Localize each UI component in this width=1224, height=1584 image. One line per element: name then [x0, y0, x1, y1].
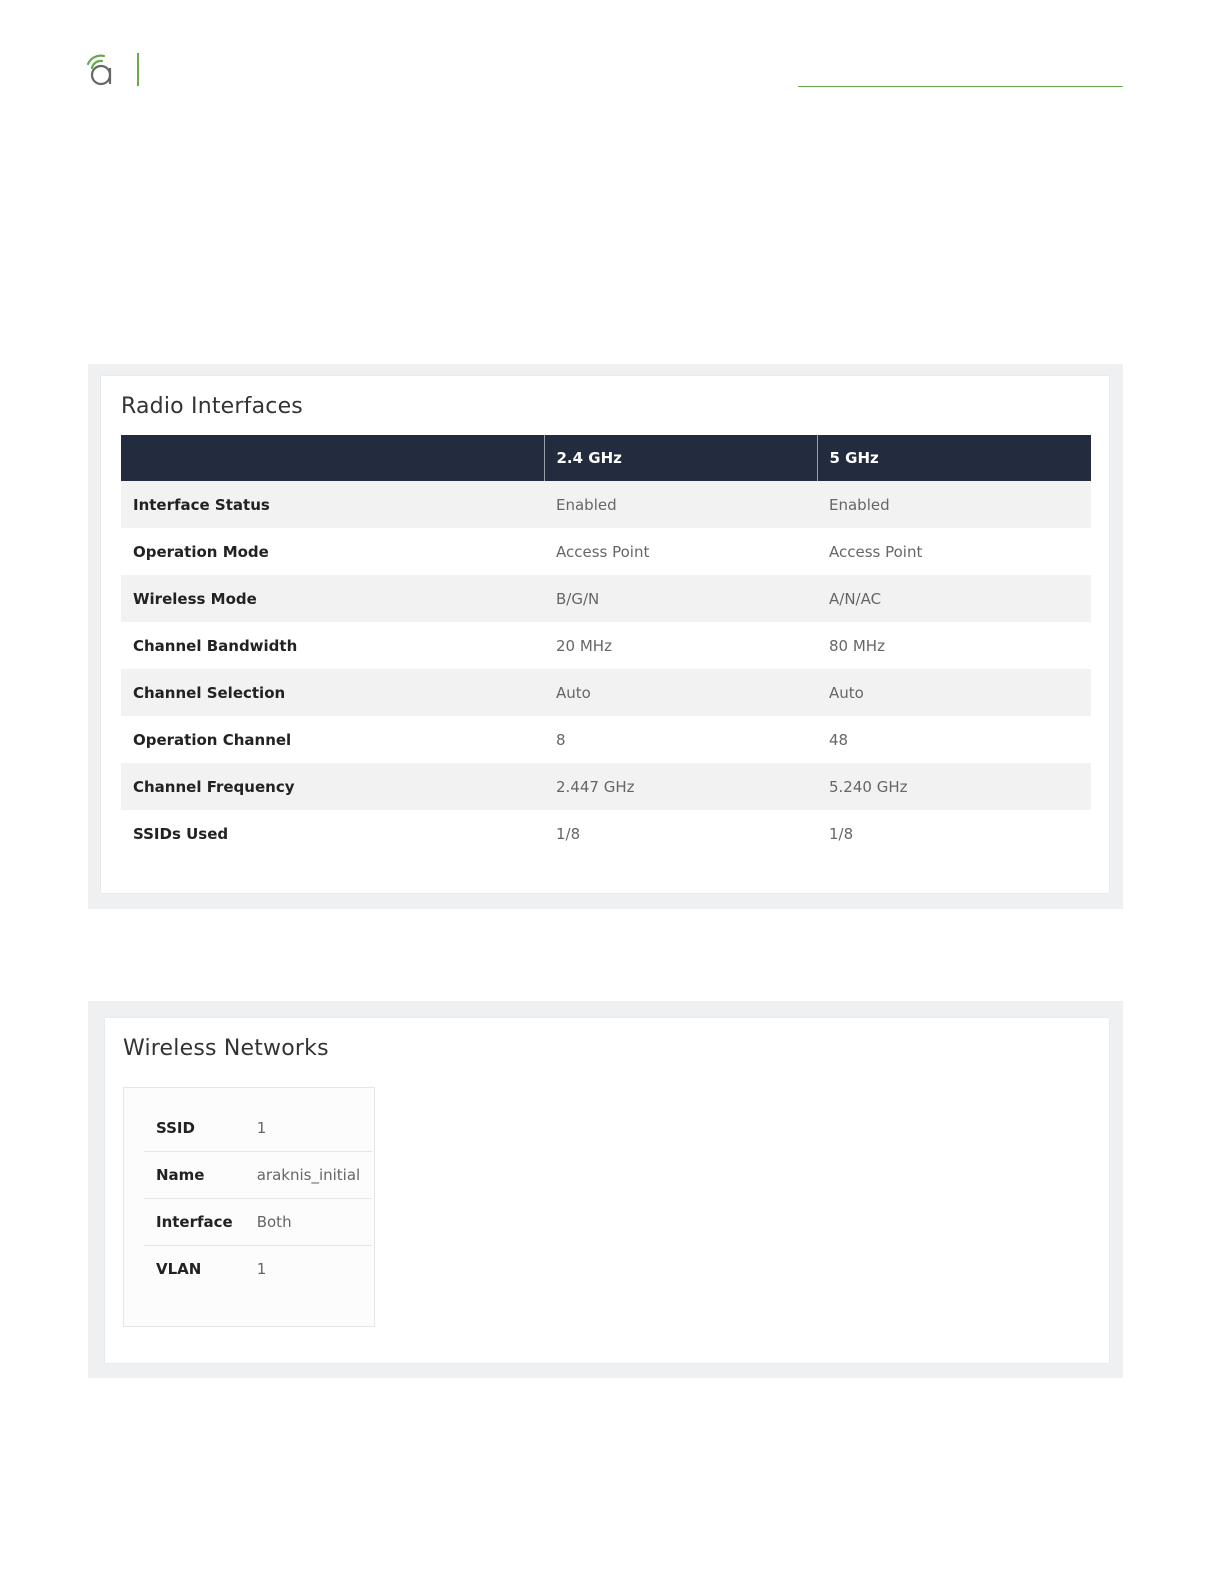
table-row [121, 622, 1091, 669]
row-label: Channel Selection [121, 669, 544, 716]
row-label: Channel Frequency [121, 763, 544, 810]
cell-2-4ghz: 2.447 GHz [544, 763, 817, 810]
ssid-card [123, 1087, 375, 1327]
radio-interfaces-table [121, 435, 1091, 857]
cell-2-4ghz: Auto [544, 669, 817, 716]
wireless-networks-panel [105, 1018, 1109, 1363]
list-item [144, 1105, 372, 1152]
table-row [121, 481, 1091, 528]
header-rule [798, 86, 1123, 87]
radio-interfaces-panel [101, 376, 1109, 893]
header-divider [137, 53, 139, 86]
cell-2-4ghz: Enabled [544, 481, 817, 528]
cell-5ghz: Auto [817, 669, 1091, 716]
araknis-logo-icon [82, 50, 122, 90]
row-label: Channel Bandwidth [133, 636, 298, 655]
list-item [144, 1152, 372, 1199]
field-label: VLAN [144, 1246, 245, 1293]
wireless-networks-screenshot [88, 1001, 1123, 1378]
radio-interfaces-screenshot [88, 364, 1123, 909]
cell-2-4ghz: 1/8 [556, 824, 581, 843]
row-label: Interface Status [121, 481, 544, 528]
cell-5ghz: Access Point [829, 542, 923, 561]
table-row [121, 669, 1091, 716]
cell-2-4ghz: Access Point [556, 542, 650, 561]
field-label: Interface [144, 1199, 245, 1246]
radio-interfaces-title: Radio Interfaces [121, 394, 303, 419]
table-header-row [121, 435, 1091, 481]
field-label: Name [144, 1152, 245, 1199]
list-item [144, 1246, 372, 1293]
table-row [121, 810, 1091, 857]
field-value: araknis_initial [245, 1152, 372, 1199]
field-value: 1 [245, 1246, 372, 1293]
cell-5ghz: 1/8 [829, 824, 854, 843]
column-header-2-4ghz: 2.4 GHz [544, 435, 817, 481]
table-row [121, 716, 1091, 763]
cell-2-4ghz: B/G/N [544, 575, 817, 622]
cell-2-4ghz: 8 [556, 730, 566, 749]
cell-5ghz: 5.240 GHz [817, 763, 1091, 810]
table-row [121, 763, 1091, 810]
column-header-label [121, 435, 544, 481]
cell-2-4ghz: 20 MHz [556, 636, 612, 655]
field-label: SSID [156, 1119, 195, 1137]
wireless-networks-title: Wireless Networks [123, 1036, 329, 1061]
row-label: SSIDs Used [133, 824, 229, 843]
cell-5ghz: 80 MHz [829, 636, 885, 655]
row-label: Wireless Mode [121, 575, 544, 622]
cell-5ghz: 48 [829, 730, 849, 749]
row-label: Operation Mode [133, 542, 269, 561]
field-value: Both [245, 1199, 372, 1246]
cell-5ghz: A/N/AC [817, 575, 1091, 622]
cell-5ghz: Enabled [817, 481, 1091, 528]
field-value: 1 [256, 1119, 267, 1137]
row-label: Operation Channel [133, 730, 292, 749]
list-item [144, 1199, 372, 1246]
table-row [121, 528, 1091, 575]
table-row [121, 575, 1091, 622]
ssid-details-table [144, 1105, 372, 1292]
column-header-5ghz: 5 GHz [817, 435, 1091, 481]
